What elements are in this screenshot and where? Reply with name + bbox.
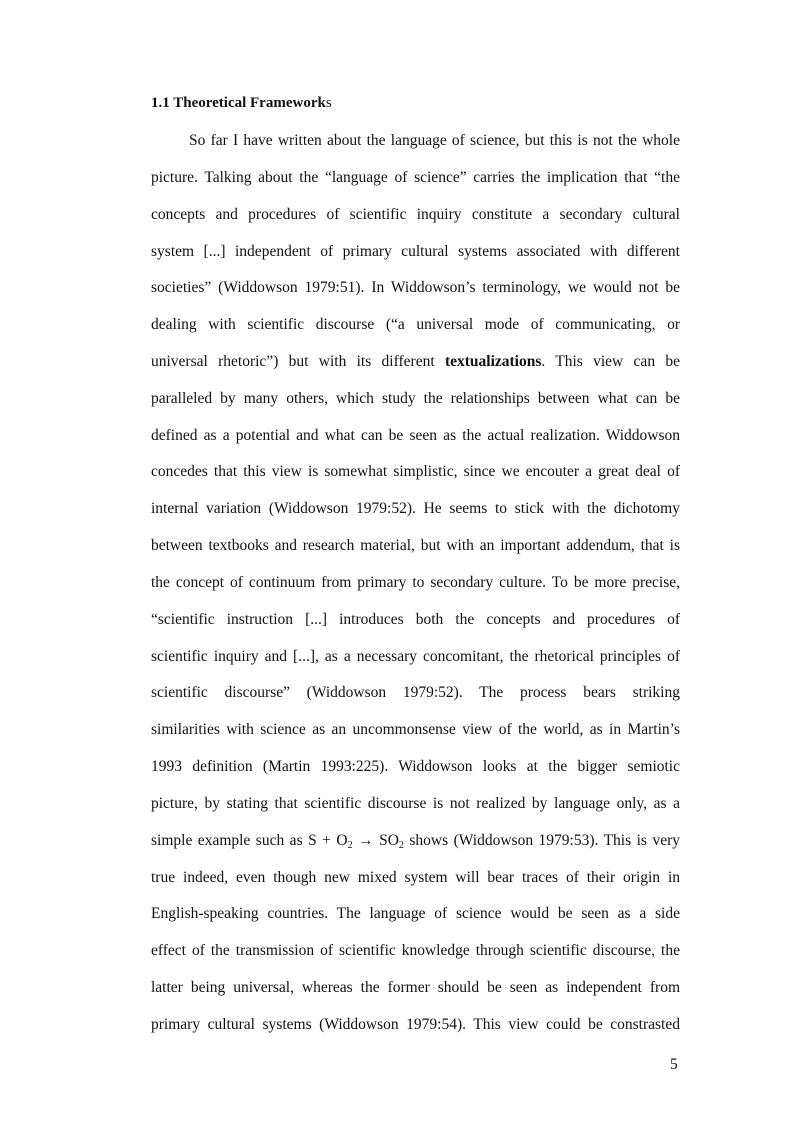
line-text: . This view can be	[541, 353, 680, 370]
formula-subscript: 2	[398, 840, 404, 851]
line-text: universal rhetoric”) but with its different	[151, 353, 445, 370]
paragraph-line: picture, by stating that scientific discourse is not realized by language only, as a	[151, 795, 680, 812]
paragraph-line: scientific inquiry and [...], as a necessary concomitant, the rhetorical principles of	[151, 648, 680, 665]
paragraph-line-with-formula	[151, 832, 680, 850]
section-heading	[151, 94, 332, 112]
paragraph-line: English-speaking countries. The language of science would be seen as a side	[151, 905, 680, 922]
formula-arrow: → SO	[352, 832, 399, 849]
paragraph-line: similarities with science as an uncommonsense view of the world, as in Martin’s	[151, 721, 680, 738]
paragraph-line: effect of the transmission of scientific knowledge through scientific discourse, the	[151, 942, 680, 959]
paragraph-line: picture. Talking about the “language of science” carries the implication that “the	[151, 169, 680, 186]
paragraph-line-with-bold-term	[151, 353, 680, 371]
paragraph-line: latter being universal, whereas the former should be seen as independent from	[151, 979, 680, 996]
textualizations-term: textualizations	[444, 353, 542, 370]
paragraph-line: societies” (Widdowson 1979:51). In Widdowson’s terminology, we would not be	[151, 279, 680, 296]
line-text: simple example such as S + O	[151, 832, 348, 849]
paragraph-line: true indeed, even though new mixed system will bear traces of their origin in	[151, 869, 680, 886]
paragraph-line: concedes that this view is somewhat simplistic, since we encouter a great deal of	[151, 463, 680, 480]
paragraph-line: dealing with scientific discourse (“a universal mode of communicating, or	[151, 316, 680, 333]
paragraph-line: concepts and procedures of scientific inquiry constitute a secondary cultural	[151, 206, 680, 223]
section-heading-suffix: s	[325, 95, 332, 111]
paragraph-line: system [...] independent of primary cultural systems associated with different	[151, 243, 680, 260]
paragraph-line: 1993 definition (Martin 1993:225). Widdowson looks at the bigger semiotic	[151, 758, 680, 775]
paragraph-line: primary cultural systems (Widdowson 1979:54). This view could be constrasted	[151, 1016, 680, 1033]
page-number: 5	[670, 1056, 678, 1073]
paragraph-line: So far I have written about the language of science, but this is not the whole	[189, 132, 680, 149]
paragraph-line: paralleled by many others, which study the relationships between what can be	[151, 390, 680, 407]
formula-subscript: 2	[347, 840, 353, 851]
paragraph-line: the concept of continuum from primary to secondary culture. To be more precise,	[151, 574, 680, 591]
section-heading-bold: 1.1 Theoretical Framework	[151, 95, 326, 111]
paragraph-line: scientific discourse” (Widdowson 1979:52). The process bears striking	[151, 684, 680, 701]
paragraph-line: “scientific instruction [...] introduces both the concepts and procedures of	[151, 611, 680, 628]
paragraph-line: internal variation (Widdowson 1979:52). He seems to stick with the dichotomy	[151, 500, 680, 517]
paragraph-line: between textbooks and research material, but with an important addendum, that is	[151, 537, 680, 554]
paragraph-line: defined as a potential and what can be seen as the actual realization. Widdowson	[151, 427, 680, 444]
line-text: shows (Widdowson 1979:53). This is very	[403, 832, 680, 849]
